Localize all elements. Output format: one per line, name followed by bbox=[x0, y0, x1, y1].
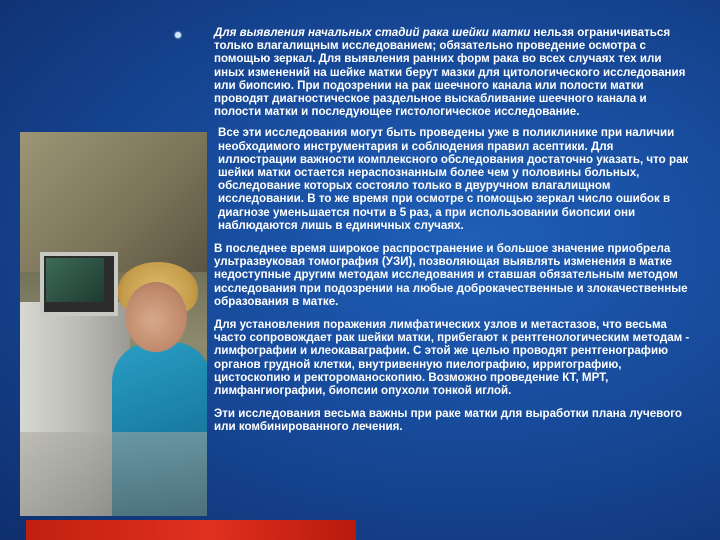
paragraph-4: Для установления поражения лимфатических узлов и метастазов, что весьма часто сопровождает рак шейки матки, прибегают к рентгенологическим методам - лимфографии и илеокаваграфии. С этой же целью проводят рентгенографию органов грудной клетки, внутривенную пиелографию, ирригографию, цистоскопию и ректороманоскопию. Возможно проведение КТ, МРТ, лимфангиографии, биопсии опухоли тонкой иглой. bbox=[214, 318, 690, 398]
paragraph-2: Все эти исследования могут быть проведены уже в поликлинике при наличии необходимого инструментария и соблюдения правил асептики. Для иллюстрации важности комплексного обследования достаточно указать, что рак шейки матки остается нераспознанным более чем у половины больных, обследование которых состояло только в двуручном влагалищном исследовании. В то же время при осмотре с помощью зеркал число ошибок в диагнозе уменьшается почти в 5 раз, а при использовании биопсии они наблюдаются лишь в единичных случаях. bbox=[218, 126, 689, 232]
paragraph-5: Эти исследования весьма важны при раке матки для выработки плана лучевого или комбинированного лечения. bbox=[214, 407, 682, 434]
round-bullet-icon bbox=[175, 32, 181, 38]
paragraph-3: В последнее время широкое распространение и большое значение приобрела ультразвуковая томография (УЗИ), позволяющая выявлять изменения в матке недоступные другим методам исследования и ставшая обязательным методом исследования при подозрении на любые доброкачественные и злокачественные образования в матке. bbox=[214, 242, 688, 308]
slide-text bbox=[214, 26, 694, 444]
paragraph-1 bbox=[214, 26, 694, 118]
photo-person-face bbox=[125, 282, 187, 352]
photo-monitor-screen bbox=[46, 258, 104, 302]
doctor-photo bbox=[20, 132, 207, 516]
paragraph-1-lead: Для выявления начальных стадий рака шейки матки bbox=[214, 26, 531, 39]
photo-wall bbox=[20, 132, 207, 272]
paragraph-1-body: нельзя ограничиваться только влагалищным исследованием; обязательно проведение осмотра с помощью зеркал. Для выявления ранних форм рака во всех случаях тех или иных изменений на шейке матки берут мазки для цитологического исследования или биопсию. При подозрении на рак шеечного канала или полости матки проводят диагностическое раздельное выскабливание шеечного канала и полости матки и последующее гистологическое исследование. bbox=[214, 26, 686, 119]
photo-desk bbox=[20, 432, 207, 516]
decorative-red-bar bbox=[26, 520, 356, 540]
